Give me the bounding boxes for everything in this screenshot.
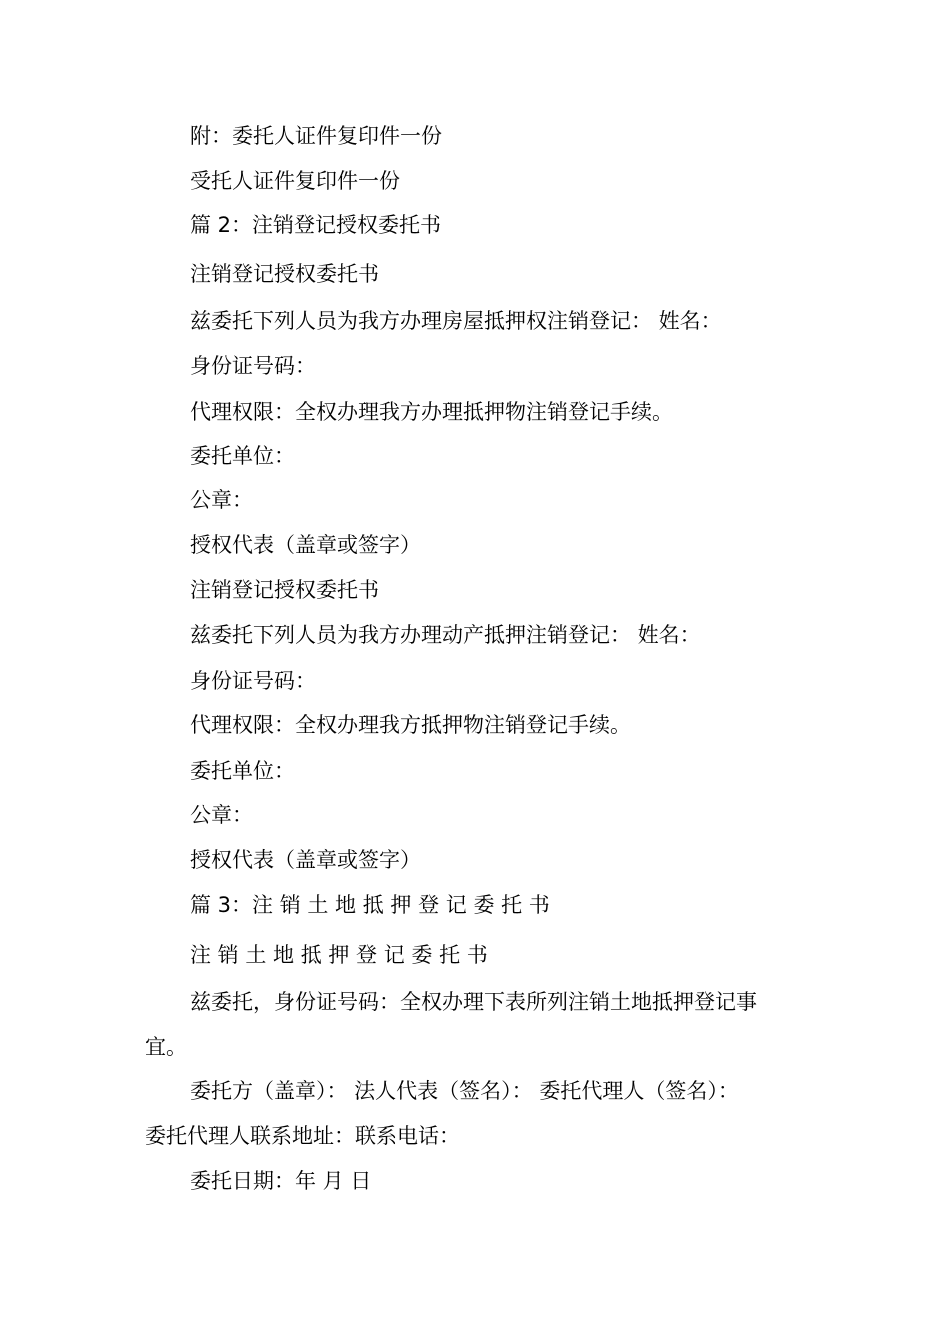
attachment-note-line-2: 受托人证件复印件一份	[190, 169, 400, 193]
paragraph: 兹委托下列人员为我方办理动产抵押注销登记： 姓名：	[190, 623, 701, 647]
field-label: 公章：	[190, 803, 253, 827]
paragraph: 代理权限：全权办理我方抵押物注销登记手续。	[190, 713, 631, 737]
paragraph-continuation: 宜。	[145, 1035, 187, 1059]
field-label: 身份证号码：	[190, 354, 316, 378]
form-title: 注销登记授权委托书	[190, 262, 379, 286]
field-label: 委托单位：	[190, 759, 295, 783]
field-label: 公章：	[190, 488, 253, 512]
section-heading-3: 篇 3：注 销 土 地 抵 押 登 记 委 托 书	[190, 893, 550, 917]
field-label: 授权代表（盖章或签字）	[190, 533, 421, 557]
section-heading-2: 篇 2：注销登记授权委托书	[190, 213, 442, 237]
field-label: 身份证号码：	[190, 669, 316, 693]
attachment-note-line: 附：委托人证件复印件一份	[190, 124, 442, 148]
paragraph: 兹委托下列人员为我方办理房屋抵押权注销登记： 姓名：	[190, 309, 722, 333]
form-title: 注 销 土 地 抵 押 登 记 委 托 书	[190, 943, 488, 967]
form-title: 注销登记授权委托书	[190, 578, 379, 602]
paragraph: 兹委托，身份证号码：全权办理下表所列注销土地抵押登记事	[190, 990, 757, 1014]
field-label: 委托单位：	[190, 444, 295, 468]
field-label: 授权代表（盖章或签字）	[190, 848, 421, 872]
contact-fields: 委托代理人联系地址：联系电话：	[145, 1124, 460, 1148]
date-field: 委托日期：年 月 日	[190, 1169, 372, 1193]
paragraph: 代理权限：全权办理我方办理抵押物注销登记手续。	[190, 400, 673, 424]
signature-fields: 委托方（盖章）： 法人代表（签名）： 委托代理人（签名）：	[190, 1079, 739, 1103]
